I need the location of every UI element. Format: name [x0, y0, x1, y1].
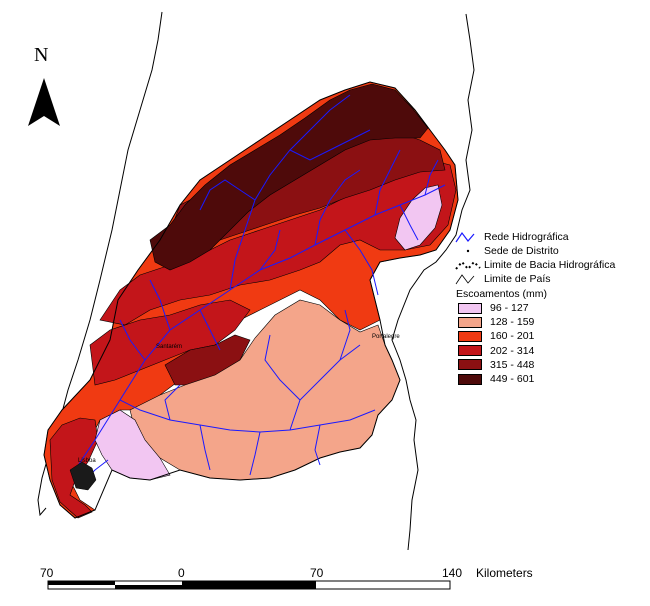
- legend-class-label: 449 - 601: [490, 373, 535, 386]
- legend-label: Limite de Bacia Hidrográfica: [484, 259, 616, 271]
- legend-swatch: [458, 331, 482, 342]
- legend-swatch: [458, 374, 482, 385]
- scale-tick-label: 140: [442, 566, 463, 580]
- legend-label: Rede Hidrográfica: [484, 231, 569, 243]
- district-seat-icon: [454, 244, 484, 258]
- legend-class-item: [454, 301, 615, 315]
- legend-swatch: [458, 303, 482, 314]
- scale-tick-label: 0: [178, 566, 185, 580]
- legend: [454, 230, 615, 386]
- legend-item-rivers: [454, 230, 615, 244]
- legend-swatch: [458, 359, 482, 370]
- legend-class-label: 202 - 314: [490, 344, 535, 357]
- legend-label: Sede de Distrito: [484, 245, 559, 257]
- legend-class-label: 315 - 448: [490, 358, 535, 371]
- scale-tick-label: 70: [310, 566, 324, 580]
- legend-class-label: 160 - 201: [490, 330, 535, 343]
- legend-class-item: [454, 315, 615, 329]
- river-line-icon: [454, 230, 484, 244]
- legend-item-district: [454, 244, 615, 258]
- town-label-lisboa: Lisboa: [78, 458, 96, 464]
- runoff-zones: [44, 82, 458, 518]
- legend-class-item: [454, 344, 615, 358]
- legend-swatch: [458, 345, 482, 356]
- town-label-portalegre: Portalegre: [372, 334, 400, 340]
- legend-class-label: 96 - 127: [490, 302, 529, 315]
- north-label: N: [34, 44, 49, 66]
- legend-class-item: [454, 372, 615, 386]
- legend-item-country: [454, 272, 615, 286]
- legend-label: Limite de País: [484, 273, 551, 285]
- country-boundary-icon: [454, 272, 484, 286]
- legend-class-label: 128 - 159: [490, 316, 535, 329]
- north-arrow-icon: [28, 78, 60, 126]
- legend-class-item: [454, 358, 615, 372]
- legend-swatch: [458, 317, 482, 328]
- scale-unit-label: Kilometers: [476, 566, 533, 580]
- scale-tick-label: 70: [40, 566, 54, 580]
- legend-title: Escoamentos (mm): [456, 288, 548, 300]
- town-label-santarem: Santarém: [156, 344, 183, 350]
- legend-item-basin: [454, 258, 615, 272]
- scale-bar: [48, 581, 450, 589]
- basin-boundary-icon: [454, 258, 484, 272]
- legend-classes: [454, 301, 615, 386]
- legend-class-item: [454, 329, 615, 343]
